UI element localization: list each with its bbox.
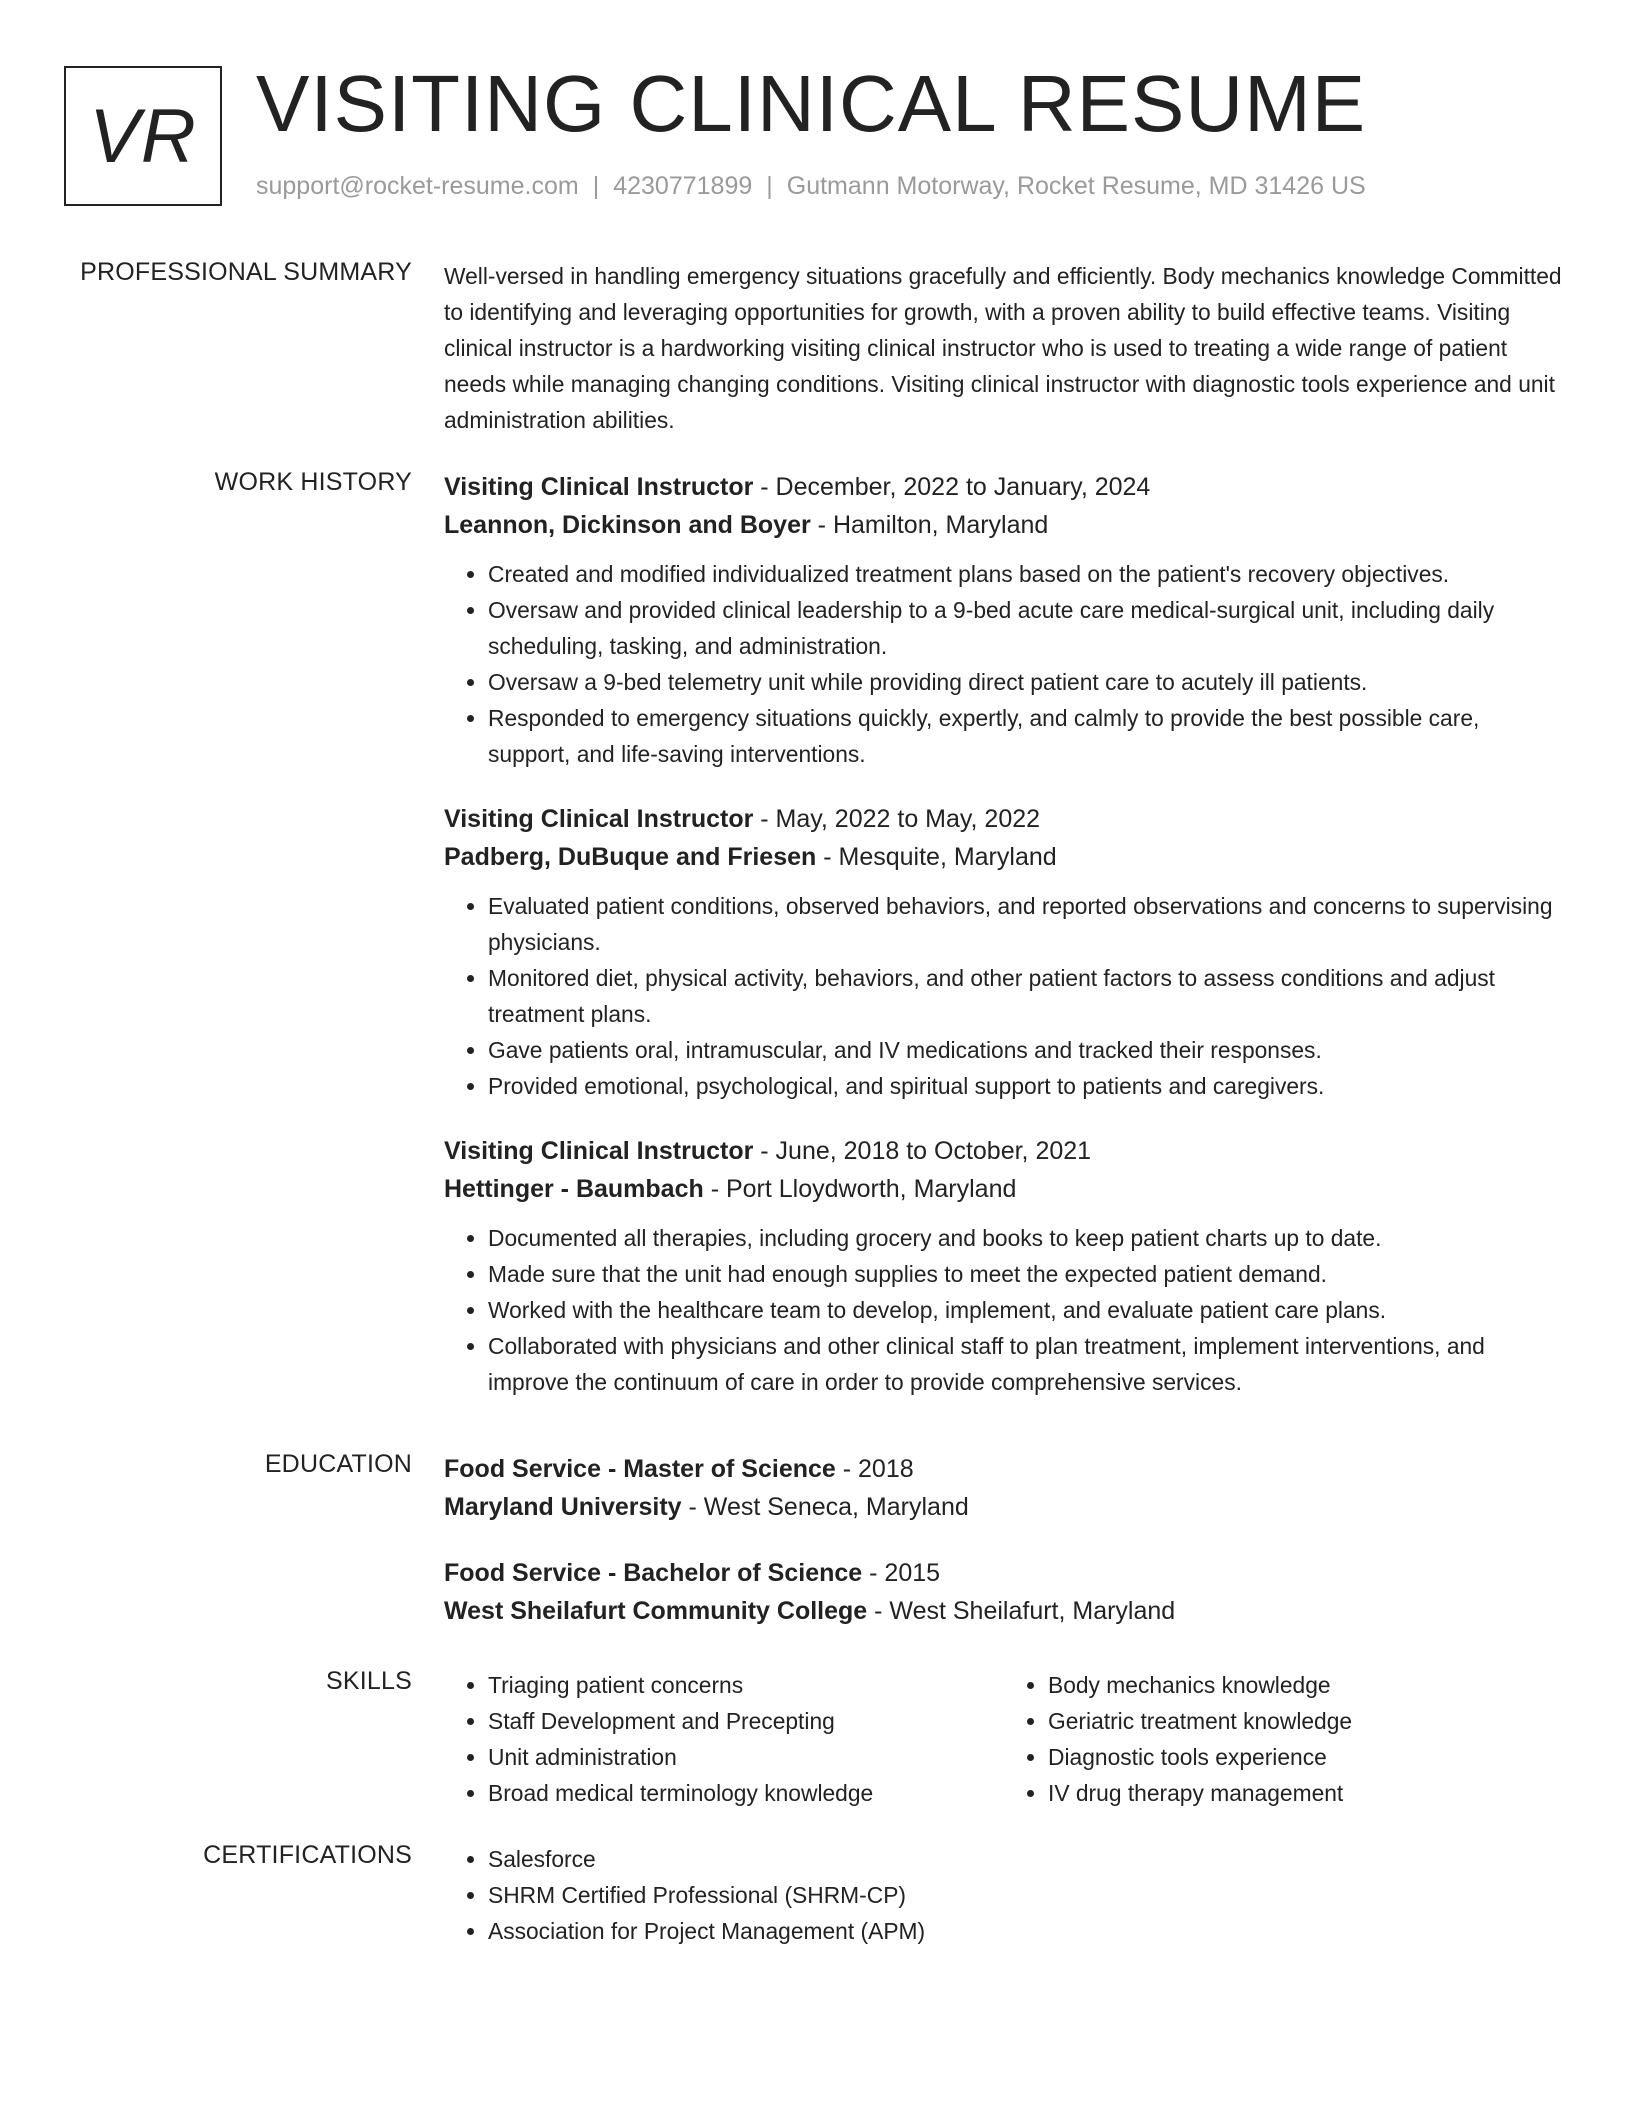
- job-company: Padberg, DuBuque and Friesen: [444, 843, 817, 871]
- summary-body: [444, 258, 1564, 438]
- work-history-body: [444, 468, 1564, 1428]
- job-bullet: • Oversaw a 9-bed telemetry unit while providing direct patient care to acutely ill patients.: [488, 664, 1564, 700]
- work-history-heading: WORK HISTORY: [214, 468, 412, 496]
- job-title-line: [444, 468, 1564, 506]
- education-year: - 2015: [862, 1559, 941, 1587]
- education-location: - West Sheilafurt, Maryland: [867, 1597, 1176, 1625]
- skill-item: • IV drug therapy management: [1048, 1775, 1564, 1811]
- education-degree: Food Service - Master of Science: [444, 1455, 836, 1483]
- job-bullet: • Gave patients oral, intramuscular, and IV medications and tracked their responses.: [488, 1032, 1564, 1068]
- job-company: Hettinger - Baumbach: [444, 1175, 704, 1203]
- job-bullet: • Created and modified individualized treatment plans based on the patient's recovery objectives.: [488, 556, 1564, 592]
- job-location: - Mesquite, Maryland: [816, 843, 1057, 871]
- job-company-line: [444, 506, 1564, 544]
- job-bullet: • Monitored diet, physical activity, behaviors, and other patient factors to assess conditions and adjust treatment plans.: [488, 960, 1564, 1032]
- skill-item: • Body mechanics knowledge: [1048, 1667, 1564, 1703]
- job-location: - Hamilton, Maryland: [810, 511, 1049, 539]
- resume-header: [64, 59, 1584, 214]
- contact-phone: 4230771899: [613, 172, 753, 200]
- education-entry: [444, 1554, 1564, 1630]
- skills-list-right: [1004, 1667, 1564, 1811]
- skills-heading: SKILLS: [326, 1667, 412, 1695]
- certification-item: • Salesforce: [488, 1841, 1564, 1877]
- contact-line: [256, 172, 1366, 201]
- job-title-line: [444, 1132, 1564, 1170]
- job-bullet: • Collaborated with physicians and other clinical staff to plan treatment, implement interventions, and improve the continuum of care in order to provide comprehensive services.: [488, 1328, 1564, 1400]
- skill-item: • Unit administration: [488, 1739, 1004, 1775]
- job-bullet: • Oversaw and provided clinical leadership to a 9-bed acute care medical-surgical unit, including daily scheduling, tasking, and administration.: [488, 592, 1564, 664]
- job-bullets: [444, 556, 1564, 772]
- job-bullet: • Responded to emergency situations quickly, expertly, and calmly to provide the best possible care, support, and life-saving interventions.: [488, 700, 1564, 772]
- certifications-list: [444, 1841, 1564, 1949]
- education-school-line: [444, 1488, 1564, 1526]
- job-bullet: • Evaluated patient conditions, observed behaviors, and reported observations and concerns to supervising physicians.: [488, 888, 1564, 960]
- job-bullet: • Provided emotional, psychological, and spiritual support to patients and caregivers.: [488, 1068, 1564, 1104]
- skill-item: • Triaging patient concerns: [488, 1667, 1004, 1703]
- contact-address: Gutmann Motorway, Rocket Resume, MD 31426 US: [786, 172, 1366, 200]
- education-body: [444, 1450, 1564, 1658]
- contact-email: support@rocket-resume.com: [256, 172, 579, 200]
- education-school: West Sheilafurt Community College: [444, 1597, 868, 1625]
- education-location: - West Seneca, Maryland: [681, 1493, 969, 1521]
- job-location: - Port Lloydworth, Maryland: [703, 1175, 1017, 1203]
- education-school: Maryland University: [444, 1493, 682, 1521]
- skill-item: • Broad medical terminology knowledge: [488, 1775, 1004, 1811]
- certification-item: • SHRM Certified Professional (SHRM-CP): [488, 1877, 1564, 1913]
- summary-heading: PROFESSIONAL SUMMARY: [80, 258, 412, 286]
- job-bullet: • Documented all therapies, including grocery and books to keep patient charts up to date.: [488, 1220, 1564, 1256]
- job-title-line: [444, 800, 1564, 838]
- job-bullets: [444, 1220, 1564, 1400]
- job-entry: [444, 800, 1564, 1104]
- job-entry: [444, 1132, 1564, 1400]
- job-company-line: [444, 838, 1564, 876]
- job-bullet: • Made sure that the unit had enough supplies to meet the expected patient demand.: [488, 1256, 1564, 1292]
- job-dates: - May, 2022 to May, 2022: [753, 805, 1041, 833]
- job-bullet: • Worked with the healthcare team to develop, implement, and evaluate patient care plans.: [488, 1292, 1564, 1328]
- education-heading: EDUCATION: [264, 1450, 412, 1478]
- job-dates: - December, 2022 to January, 2024: [753, 473, 1151, 501]
- skill-item: • Diagnostic tools experience: [1048, 1739, 1564, 1775]
- contact-separator: |: [592, 172, 600, 200]
- education-degree: Food Service - Bachelor of Science: [444, 1559, 863, 1587]
- skills-body: [444, 1667, 1564, 1811]
- education-school-line: [444, 1592, 1564, 1630]
- education-year: - 2018: [835, 1455, 914, 1483]
- job-title: Visiting Clinical Instructor: [444, 473, 754, 501]
- monogram-logo: VR: [64, 66, 222, 206]
- certifications-body: [444, 1841, 1564, 1949]
- certifications-heading: CERTIFICATIONS: [203, 1841, 412, 1869]
- skills-list-left: [444, 1667, 1004, 1811]
- skill-item: • Staff Development and Precepting: [488, 1703, 1004, 1739]
- contact-separator: |: [766, 172, 773, 200]
- certification-item: • Association for Project Management (APM): [488, 1913, 1564, 1949]
- job-title: Visiting Clinical Instructor: [444, 805, 754, 833]
- education-degree-line: [444, 1554, 1564, 1592]
- job-dates: - June, 2018 to October, 2021: [753, 1137, 1092, 1165]
- job-bullets: [444, 888, 1564, 1104]
- summary-text: Well-versed in handling emergency situations gracefully and efficiently. Body mechanics knowledge Committed to identifying and leveraging opportunities for growth, with a proven ability to build effective teams. Visiting clinical instructor is a hardworking visiting clinical instructor who is used to treating a wide range of patient needs while managing changing conditions. Visiting clinical instructor with diagnostic tools experience and unit administration abilities.: [444, 263, 1562, 433]
- job-company-line: [444, 1170, 1564, 1208]
- job-entry: [444, 468, 1564, 772]
- resume-name: VISITING CLINICAL RESUME: [256, 59, 1367, 148]
- job-title: Visiting Clinical Instructor: [444, 1137, 754, 1165]
- education-degree-line: [444, 1450, 1564, 1488]
- education-entry: [444, 1450, 1564, 1526]
- job-company: Leannon, Dickinson and Boyer: [444, 511, 811, 539]
- skills-columns: [444, 1667, 1564, 1811]
- skill-item: • Geriatric treatment knowledge: [1048, 1703, 1564, 1739]
